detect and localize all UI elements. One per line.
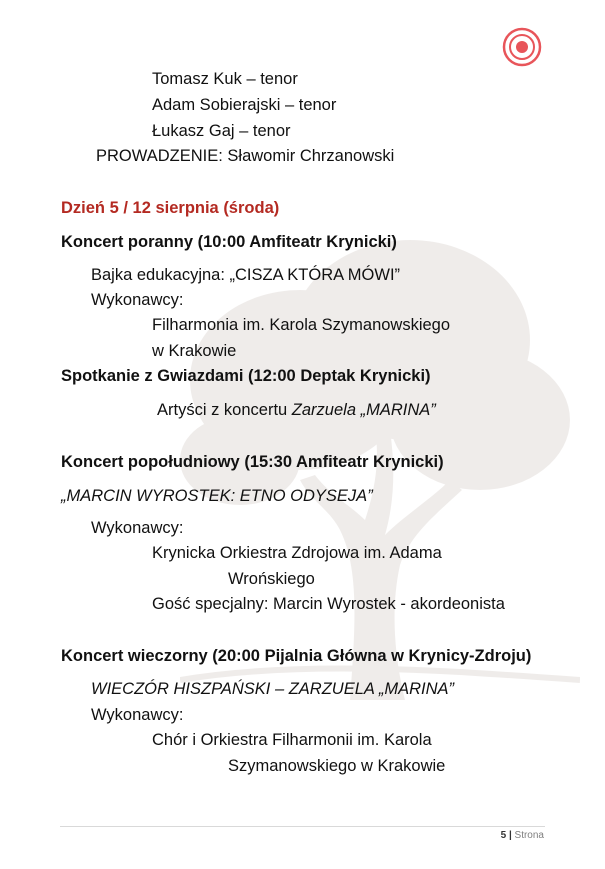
performers-label: Wykonawcy: [91,706,184,724]
festival-logo-icon [502,27,542,67]
afternoon-concert-title: „MARCIN WYROSTEK: ETNO ODYSEJA” [61,487,373,505]
morning-concert-heading: Koncert poranny (10:00 Amfiteatr Krynicki) [61,233,397,251]
guest-line: Gość specjalny: Marcin Wyrostek - akordeonista [152,595,505,613]
ensemble-line: Chór i Orkiestra Filharmonii im. Karola [152,731,432,749]
artists-title: Zarzuela „MARINA” [291,401,436,419]
afternoon-concert-heading: Koncert popołudniowy (15:30 Amfiteatr Krynicki) [61,453,444,471]
page-footer [501,830,544,841]
ensemble-line: Szymanowskiego w Krakowie [228,757,446,775]
ensemble-line: w Krakowie [152,342,237,360]
page-label: Strona [514,830,544,841]
day-heading: Dzień 5 / 12 sierpnia (środa) [61,199,280,217]
fairy-tale-line [91,265,400,285]
artists-prefix: Artyści z koncertu [157,401,292,419]
artists-line [157,400,436,420]
fairy-tale-prefix: Bajka edukacyjna: [91,266,230,284]
performers-label: Wykonawcy: [91,291,184,309]
evening-concert-title: WIECZÓR HISZPAŃSKI – ZARZUELA „MARINA” [91,680,455,698]
footer-divider [60,826,545,827]
meeting-heading: Spotkanie z Gwiazdami (12:00 Deptak Krynicki) [61,367,431,385]
performer-line: Łukasz Gaj – tenor [152,122,291,140]
footer-separator: | [508,830,512,841]
orchestra-line: Krynicka Orkiestra Zdrojowa im. Adama [152,544,442,562]
fairy-tale-title: „CISZA KTÓRA MÓWI” [229,266,401,284]
page-number: 5 [500,830,507,841]
evening-concert-heading: Koncert wieczorny (20:00 Pijalnia Główna w Krynicy-Zdroju) [61,647,532,665]
ensemble-line: Filharmonia im. Karola Szymanowskiego [152,316,451,334]
performers-label: Wykonawcy: [91,519,184,537]
orchestra-line: Wrońskiego [228,570,315,588]
performer-line: Tomasz Kuk – tenor [152,70,298,88]
performer-line: Adam Sobierajski – tenor [152,96,337,114]
host-line: PROWADZENIE: Sławomir Chrzanowski [96,147,395,165]
